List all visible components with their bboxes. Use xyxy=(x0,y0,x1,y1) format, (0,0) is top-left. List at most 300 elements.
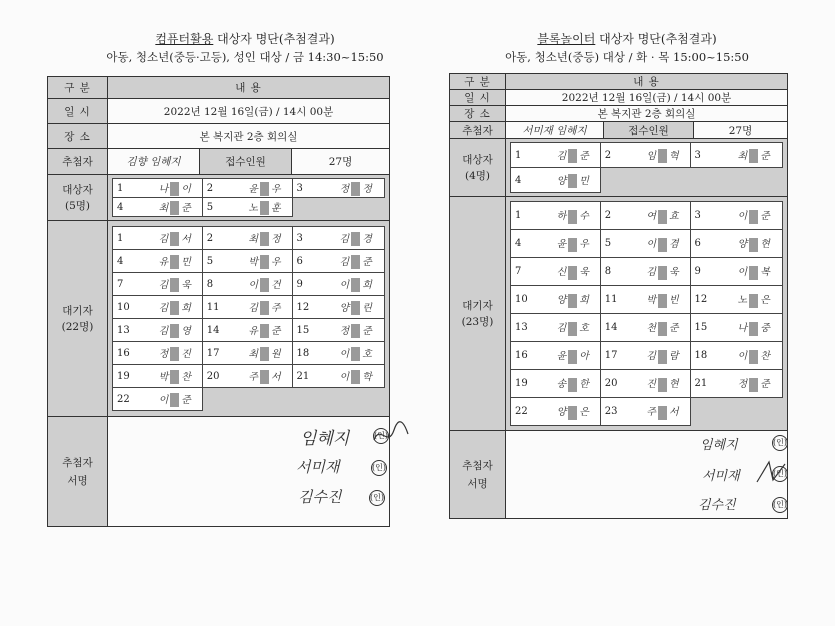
left-signature-scribble-icon xyxy=(370,420,410,450)
entry-name xyxy=(725,370,782,398)
right-sign-label xyxy=(450,431,506,519)
name-last-char: 주 xyxy=(271,302,281,314)
name-first-char: 박 xyxy=(646,295,657,307)
redaction-mark xyxy=(658,378,667,392)
name-last-char: 아 xyxy=(579,351,589,363)
redaction-mark xyxy=(351,278,360,292)
name-last-char: 정 xyxy=(362,183,372,195)
right-signature-3: 김수진 xyxy=(698,498,736,513)
name-last-char: 서 xyxy=(669,407,679,419)
right-waiting-title: 대기자 xyxy=(462,299,493,312)
right-waiting-count: (23명) xyxy=(461,315,494,328)
name-first-char: 나 xyxy=(737,323,748,335)
entry-number: 1 xyxy=(511,202,546,230)
left-waiting-title: 대기자 xyxy=(62,304,93,317)
name-last-char: 서 xyxy=(271,371,281,383)
entry-number: 19 xyxy=(113,365,148,388)
name-first-char: 김 xyxy=(646,267,657,279)
entry-number: 12 xyxy=(292,296,327,319)
name-first-char: 윤 xyxy=(556,351,567,363)
right-place-label: 장 소 xyxy=(450,106,506,122)
entry-name xyxy=(148,198,202,217)
name-first-char: 김 xyxy=(339,233,350,245)
entry-number: 15 xyxy=(690,314,725,342)
right-sign-cell xyxy=(506,431,788,519)
name-last-char: 이 xyxy=(181,183,191,195)
entry-name xyxy=(238,227,292,250)
redaction-mark xyxy=(658,149,667,163)
redaction-mark xyxy=(658,350,667,364)
entry-name xyxy=(546,398,600,426)
redaction-mark xyxy=(749,266,758,280)
entry-name xyxy=(148,388,202,411)
name-first-char: 정 xyxy=(737,379,748,391)
name-first-char: 윤 xyxy=(556,239,567,251)
left-header-col2: 내 용 xyxy=(108,77,390,99)
left-title-rest: 대상자 명단(추첨결과) xyxy=(213,32,335,46)
entry-name xyxy=(725,258,782,286)
name-last-char: 준 xyxy=(181,202,191,214)
name-first-char: 정 xyxy=(339,325,350,337)
entry-number: 20 xyxy=(202,365,237,388)
entry-name xyxy=(238,342,292,365)
right-date-value: 2022년 12월 16일(금) / 14시 00분 xyxy=(506,90,788,106)
name-last-char: 준 xyxy=(669,323,679,335)
left-waiting-label xyxy=(48,221,108,417)
redaction-mark xyxy=(749,350,758,364)
redaction-mark xyxy=(568,378,577,392)
entry-number: 16 xyxy=(511,342,546,370)
entry-name xyxy=(546,314,600,342)
entry-name xyxy=(636,202,690,230)
name-first-char: 양 xyxy=(737,239,748,251)
name-last-char: 우 xyxy=(579,239,589,251)
name-last-char: 희 xyxy=(362,279,372,291)
right-selected-title: 대상자 xyxy=(462,153,493,166)
entry-name xyxy=(636,143,690,168)
redaction-mark xyxy=(170,370,179,384)
name-last-char: 준 xyxy=(271,325,281,337)
entry-number: 3 xyxy=(292,179,327,198)
entry-number: 22 xyxy=(511,398,546,426)
name-first-char: 이 xyxy=(339,371,350,383)
redaction-mark xyxy=(260,182,269,196)
name-last-char: 욱 xyxy=(579,267,589,279)
left-title-program: 컴퓨터활용 xyxy=(155,32,214,46)
redaction-mark xyxy=(260,370,269,384)
entry-name xyxy=(327,319,384,342)
right-header-col1: 구 분 xyxy=(450,74,506,90)
right-signature-scribble-icon xyxy=(755,458,789,488)
name-last-char: 호 xyxy=(579,323,589,335)
left-count-value: 27명 xyxy=(292,149,390,175)
entry-number: 4 xyxy=(511,168,546,193)
name-last-char: 진 xyxy=(181,348,191,360)
redaction-mark xyxy=(749,238,758,252)
name-last-char: 빈 xyxy=(669,295,679,307)
name-first-char: 임 xyxy=(646,150,657,162)
left-waiting-grid xyxy=(112,226,385,411)
entry-number: 9 xyxy=(292,273,327,296)
name-last-char: 영 xyxy=(181,325,191,337)
entry-name xyxy=(636,370,690,398)
entry-name xyxy=(546,342,600,370)
left-signature-3: 김수진 xyxy=(298,488,342,506)
name-first-char: 나 xyxy=(158,183,169,195)
name-last-char: 욱 xyxy=(669,267,679,279)
entry-number: 6 xyxy=(292,250,327,273)
entry-number: 14 xyxy=(600,314,635,342)
name-last-char: 정 xyxy=(271,233,281,245)
entry-number: 11 xyxy=(600,286,635,314)
entry-number: 7 xyxy=(113,273,148,296)
name-first-char: 이 xyxy=(158,394,169,406)
name-last-char: 학 xyxy=(362,371,372,383)
name-first-char: 윤 xyxy=(248,183,259,195)
right-drawer-value: 서미재 임혜지 xyxy=(506,122,604,139)
empty-cell xyxy=(202,388,237,411)
name-first-char: 최 xyxy=(248,233,259,245)
entry-name xyxy=(636,398,690,426)
entry-number: 4 xyxy=(511,230,546,258)
name-first-char: 양 xyxy=(556,295,567,307)
empty-cell xyxy=(690,168,725,193)
name-first-char: 진 xyxy=(646,379,657,391)
entry-name xyxy=(148,319,202,342)
name-first-char: 양 xyxy=(339,302,350,314)
entry-name xyxy=(238,273,292,296)
name-first-char: 이 xyxy=(248,279,259,291)
name-first-char: 노 xyxy=(737,295,748,307)
entry-name xyxy=(327,296,384,319)
right-selected-cell xyxy=(506,139,788,197)
left-sign-label xyxy=(48,417,108,527)
entry-number: 13 xyxy=(113,319,148,342)
empty-cell xyxy=(725,398,782,426)
entry-number: 5 xyxy=(202,198,237,217)
name-last-char: 희 xyxy=(579,295,589,307)
entry-number: 3 xyxy=(292,227,327,250)
redaction-mark xyxy=(170,393,179,407)
left-signature-1: 임혜지 xyxy=(300,429,350,449)
name-first-char: 여 xyxy=(646,211,657,223)
redaction-mark xyxy=(351,182,360,196)
entry-name xyxy=(327,179,384,198)
redaction-mark xyxy=(568,406,577,420)
name-last-char: 현 xyxy=(669,379,679,391)
entry-name xyxy=(725,230,782,258)
entry-number: 10 xyxy=(113,296,148,319)
redaction-mark xyxy=(170,278,179,292)
entry-name xyxy=(148,179,202,198)
entry-name xyxy=(546,202,600,230)
name-first-char: 유 xyxy=(248,325,259,337)
entry-number: 5 xyxy=(202,250,237,273)
name-first-char: 신 xyxy=(556,267,567,279)
name-last-char: 우 xyxy=(271,256,281,268)
entry-name xyxy=(238,179,292,198)
entry-number: 17 xyxy=(600,342,635,370)
redaction-mark xyxy=(170,347,179,361)
name-last-char: 은 xyxy=(760,295,770,307)
name-first-char: 주 xyxy=(646,407,657,419)
name-last-char: 혁 xyxy=(669,150,679,162)
right-header-col2: 내 용 xyxy=(506,74,788,90)
entry-name xyxy=(636,314,690,342)
entry-name xyxy=(238,319,292,342)
entry-name xyxy=(148,227,202,250)
entry-name xyxy=(238,365,292,388)
entry-name xyxy=(148,365,202,388)
redaction-mark xyxy=(568,210,577,224)
entry-number: 8 xyxy=(600,258,635,286)
redaction-mark xyxy=(568,266,577,280)
redaction-mark xyxy=(658,406,667,420)
entry-name xyxy=(327,273,384,296)
entry-name xyxy=(636,342,690,370)
name-last-char: 욱 xyxy=(181,279,191,291)
name-first-char: 이 xyxy=(737,267,748,279)
redaction-mark xyxy=(658,322,667,336)
entry-number: 18 xyxy=(292,342,327,365)
name-first-char: 김 xyxy=(158,325,169,337)
name-last-char: 준 xyxy=(760,211,770,223)
name-last-char: 우 xyxy=(271,183,281,195)
name-first-char: 박 xyxy=(248,256,259,268)
left-selected-grid xyxy=(112,178,385,217)
name-first-char: 양 xyxy=(556,175,567,187)
entry-number: 16 xyxy=(113,342,148,365)
name-first-char: 정 xyxy=(158,348,169,360)
right-selected-grid xyxy=(510,142,783,193)
name-last-char: 은 xyxy=(579,407,589,419)
right-selected-label xyxy=(450,139,506,197)
redaction-mark xyxy=(351,232,360,246)
redaction-mark xyxy=(260,255,269,269)
right-stamp-2: (인) xyxy=(772,466,788,482)
entry-name xyxy=(148,296,202,319)
redaction-mark xyxy=(749,294,758,308)
redaction-mark xyxy=(260,301,269,315)
name-first-char: 하 xyxy=(556,211,567,223)
name-first-char: 천 xyxy=(646,323,657,335)
name-last-char: 민 xyxy=(579,175,589,187)
name-last-char: 서 xyxy=(181,233,191,245)
left-stamp-1: (인) xyxy=(373,428,389,444)
redaction-mark xyxy=(260,324,269,338)
right-sign-subtitle: 서명 xyxy=(467,477,488,490)
entry-name xyxy=(546,286,600,314)
entry-number: 19 xyxy=(511,370,546,398)
redaction-mark xyxy=(260,347,269,361)
entry-name xyxy=(546,258,600,286)
left-title xyxy=(60,32,430,47)
right-count-label: 접수인원 xyxy=(604,122,694,139)
left-place-label: 장 소 xyxy=(48,124,108,149)
left-sign-title: 추첨자 xyxy=(62,456,93,469)
entry-number: 2 xyxy=(202,227,237,250)
entry-number: 7 xyxy=(511,258,546,286)
right-drawer-label: 추첨자 xyxy=(450,122,506,139)
entry-name xyxy=(546,230,600,258)
left-drawer-value: 김향 임혜지 xyxy=(108,149,200,175)
entry-number: 11 xyxy=(202,296,237,319)
left-place-value: 본 복지관 2층 회의실 xyxy=(108,124,390,149)
name-last-char: 준 xyxy=(760,150,770,162)
entry-name xyxy=(725,143,782,168)
redaction-mark xyxy=(260,278,269,292)
entry-name xyxy=(725,342,782,370)
redaction-mark xyxy=(749,149,758,163)
entry-name xyxy=(546,168,600,193)
right-date-label: 일 시 xyxy=(450,90,506,106)
left-header-col1: 구 분 xyxy=(48,77,108,99)
entry-name xyxy=(327,250,384,273)
name-last-char: 호 xyxy=(362,348,372,360)
entry-name xyxy=(238,198,292,217)
name-last-char: 찬 xyxy=(181,371,191,383)
right-title xyxy=(462,32,792,47)
left-count-label: 접수인원 xyxy=(200,149,292,175)
entry-name xyxy=(238,296,292,319)
name-last-char: 훈 xyxy=(271,202,281,214)
entry-number: 3 xyxy=(690,143,725,168)
name-first-char: 이 xyxy=(646,239,657,251)
entry-number: 14 xyxy=(202,319,237,342)
entry-name xyxy=(238,250,292,273)
entry-number: 12 xyxy=(690,286,725,314)
name-last-char: 민 xyxy=(181,256,191,268)
redaction-mark xyxy=(351,255,360,269)
right-waiting-cell xyxy=(506,197,788,431)
entry-number: 13 xyxy=(511,314,546,342)
entry-number: 2 xyxy=(202,179,237,198)
entry-name xyxy=(546,143,600,168)
redaction-mark xyxy=(658,210,667,224)
right-subtitle: 아동, 청소년(중등) 대상 / 화 · 목 15:00~15:50 xyxy=(505,50,749,64)
name-first-char: 이 xyxy=(737,211,748,223)
redaction-mark xyxy=(568,174,577,188)
name-first-char: 김 xyxy=(646,351,657,363)
name-first-char: 이 xyxy=(339,348,350,360)
entry-name xyxy=(725,202,782,230)
redaction-mark xyxy=(351,370,360,384)
redaction-mark xyxy=(658,238,667,252)
name-first-char: 유 xyxy=(158,256,169,268)
redaction-mark xyxy=(260,232,269,246)
entry-number: 2 xyxy=(600,202,635,230)
name-first-char: 이 xyxy=(339,279,350,291)
redaction-mark xyxy=(170,255,179,269)
entry-number: 4 xyxy=(113,198,148,217)
entry-number: 17 xyxy=(202,342,237,365)
name-first-char: 주 xyxy=(248,371,259,383)
name-first-char: 최 xyxy=(158,202,169,214)
name-first-char: 송 xyxy=(556,379,567,391)
redaction-mark xyxy=(351,347,360,361)
left-waiting-count: (22명) xyxy=(61,320,94,333)
name-last-char: 준 xyxy=(760,379,770,391)
name-last-char: 준 xyxy=(579,150,589,162)
right-count-value: 27명 xyxy=(694,122,788,139)
empty-cell xyxy=(725,168,782,193)
name-first-char: 이 xyxy=(737,351,748,363)
name-last-char: 겸 xyxy=(669,239,679,251)
name-last-char: 찬 xyxy=(760,351,770,363)
entry-name xyxy=(148,342,202,365)
left-signature-2: 서미재 xyxy=(296,458,340,476)
entry-number: 15 xyxy=(292,319,327,342)
entry-number: 20 xyxy=(600,370,635,398)
empty-cell xyxy=(327,388,384,411)
empty-cell xyxy=(690,398,725,426)
redaction-mark xyxy=(170,182,179,196)
left-waiting-cell xyxy=(108,221,390,417)
right-stamp-3: (인) xyxy=(772,497,788,513)
empty-cell xyxy=(292,388,327,411)
name-last-char: 경 xyxy=(362,233,372,245)
right-waiting-grid xyxy=(510,201,783,426)
redaction-mark xyxy=(658,266,667,280)
name-last-char: 린 xyxy=(362,302,372,314)
entry-name xyxy=(148,273,202,296)
empty-cell xyxy=(600,168,635,193)
name-first-char: 김 xyxy=(158,233,169,245)
right-place-value: 본 복지관 2층 회의실 xyxy=(506,106,788,122)
empty-cell xyxy=(238,388,292,411)
entry-number: 2 xyxy=(600,143,635,168)
entry-number: 9 xyxy=(690,258,725,286)
name-first-char: 김 xyxy=(158,279,169,291)
empty-cell xyxy=(292,198,327,217)
left-subtitle: 아동, 청소년(중등·고등), 성인 대상 / 금 14:30~15:50 xyxy=(106,50,384,64)
name-first-char: 김 xyxy=(556,323,567,335)
entry-name xyxy=(636,258,690,286)
name-last-char: 한 xyxy=(579,379,589,391)
name-last-char: 준 xyxy=(362,325,372,337)
name-first-char: 양 xyxy=(556,407,567,419)
name-last-char: 복 xyxy=(760,267,770,279)
name-last-char: 중 xyxy=(760,323,770,335)
entry-number: 8 xyxy=(202,273,237,296)
left-selected-label xyxy=(48,175,108,221)
left-stamp-2: (인) xyxy=(371,460,387,476)
redaction-mark xyxy=(749,378,758,392)
name-last-char: 희 xyxy=(181,302,191,314)
entry-number: 21 xyxy=(292,365,327,388)
right-title-rest: 대상자 명단(추첨결과) xyxy=(595,32,717,46)
name-last-char: 효 xyxy=(669,211,679,223)
redaction-mark xyxy=(568,238,577,252)
redaction-mark xyxy=(658,294,667,308)
right-selected-count: (4명) xyxy=(464,169,491,182)
redaction-mark xyxy=(170,301,179,315)
redaction-mark xyxy=(749,322,758,336)
name-last-char: 현 xyxy=(760,239,770,251)
left-selected-cell xyxy=(108,175,390,221)
entry-name xyxy=(546,370,600,398)
name-first-char: 김 xyxy=(556,150,567,162)
name-last-char: 원 xyxy=(271,348,281,360)
entry-name xyxy=(148,250,202,273)
entry-number: 4 xyxy=(113,250,148,273)
left-date-label: 일 시 xyxy=(48,99,108,124)
entry-number: 21 xyxy=(690,370,725,398)
redaction-mark xyxy=(568,322,577,336)
name-last-char: 건 xyxy=(271,279,281,291)
left-selected-title: 대상자 xyxy=(62,183,93,196)
empty-cell xyxy=(636,168,690,193)
